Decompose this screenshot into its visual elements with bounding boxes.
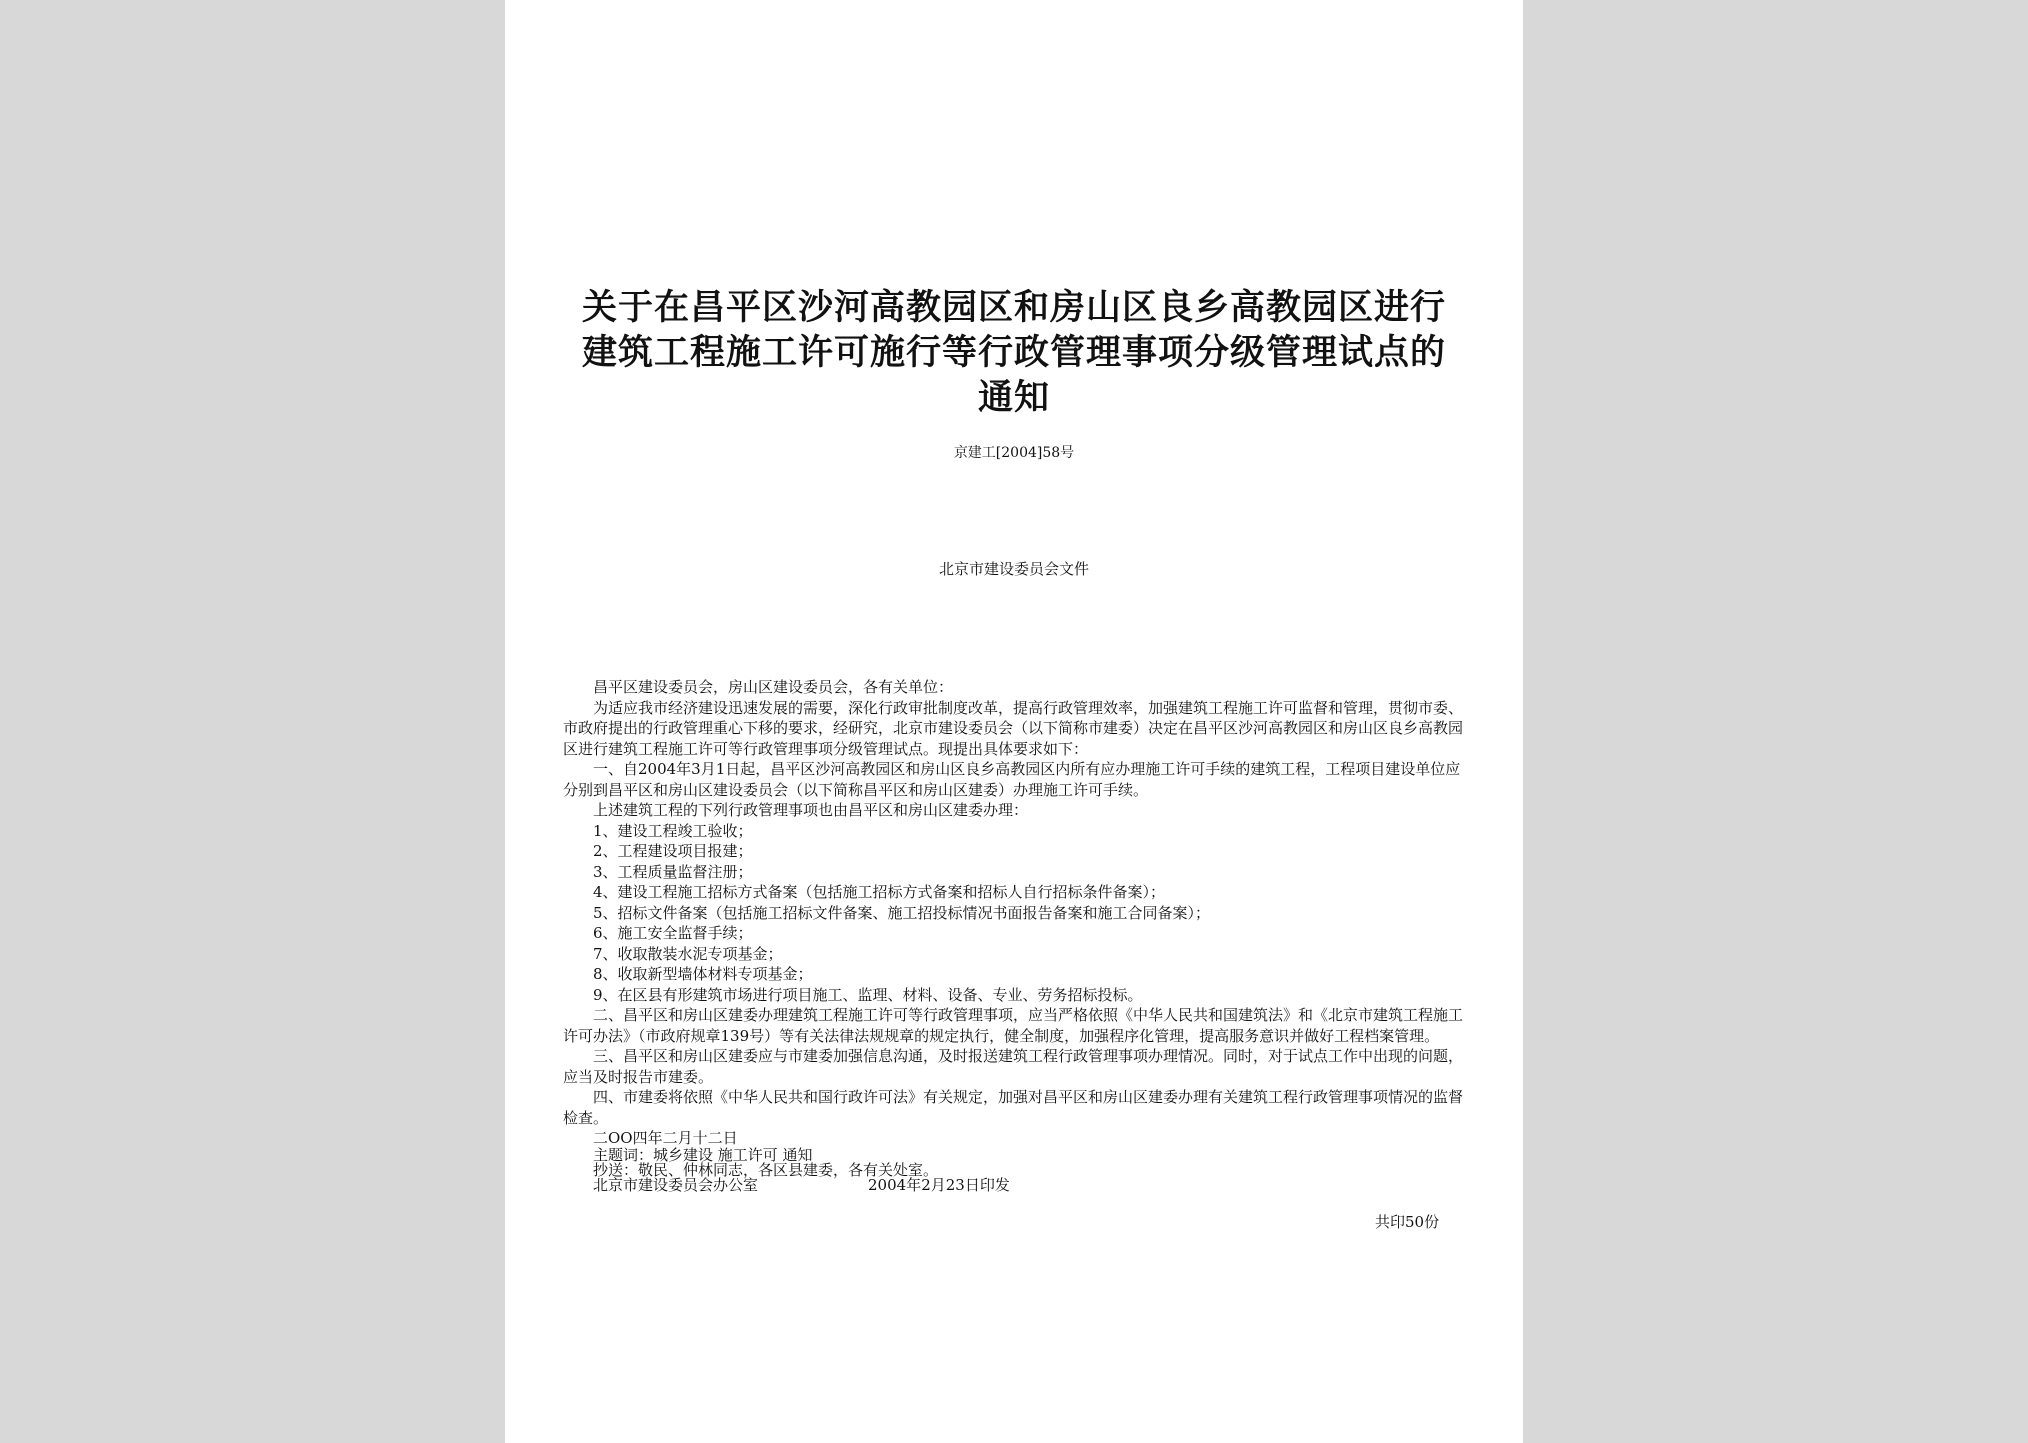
print-date: 2004年2月23日印发 [868, 1176, 1010, 1194]
document-page [505, 0, 1523, 1443]
document-number: 京建工[2004]58号 [953, 445, 1075, 461]
list-item: 2、工程建设项目报建； [593, 842, 753, 860]
section-2: 二、昌平区和房山区建委办理建筑工程施工许可等行政管理事项，应当严格依照《中华人民共和国建筑法》和《北京市建筑工程施工许可办法》（市政府规章139号）等有关法律法规规章的规定执行，健全制度，加强程序化管理，提高服务意识并做好工程档案管理。 [563, 1006, 1464, 1045]
cc-list: 抄送：敬民、仲林同志，各区县建委，各有关处室。 [593, 1161, 939, 1179]
document-date: 二OO四年二月十二日 [593, 1129, 738, 1147]
print-info [563, 1178, 1463, 1193]
intro-paragraph: 为适应我市经济建设迅速发展的需要，深化行政审批制度改革，提高行政管理效率，加强建筑工程施工许可监督和管理，贯彻市委、市政府提出的行政管理重心下移的要求，经研究，北京市建设委员会（以下简称市建委）决定在昌平区沙河高教园区和房山区良乡高教园区进行建筑工程施工许可等行政管理事项分级管理试点。现提出具体要求如下： [563, 698, 1464, 758]
section-1-continued: 上述建筑工程的下列行政管理事项也由昌平区和房山区建委办理： [593, 801, 1029, 819]
list-item: 1、建设工程竣工验收； [593, 821, 753, 840]
subject-words: 主题词：城乡建设 施工许可 通知 [593, 1146, 813, 1164]
document-title [545, 285, 1483, 420]
copies-count: 共印50份 [1375, 1213, 1440, 1231]
title-line-3: 通知 [977, 377, 1050, 418]
list-item: 8、收取新型墙体材料专项基金； [593, 965, 813, 983]
list-item: 7、收取散装水泥专项基金； [593, 944, 783, 963]
list-item: 9、在区县有形建筑市场进行项目施工、监理、材料、设备、专业、劳务招标投标。 [593, 985, 1143, 1004]
title-line-1: 关于在昌平区沙河高教园区和房山区良乡高教园区进行 [581, 287, 1446, 328]
list-item: 5、招标文件备案（包括施工招标文件备案、施工招投标情况书面报告备案和施工合同备案）； [593, 903, 1211, 922]
section-4: 四、市建委将依照《中华人民共和国行政许可法》有关规定，加强对昌平区和房山区建委办理有关建筑工程行政管理事项情况的监督检查。 [563, 1088, 1464, 1127]
list-item: 6、施工安全监督手续； [593, 924, 753, 942]
document-body [563, 677, 1463, 1193]
list-item: 3、工程质量监督注册； [593, 862, 753, 881]
issuing-office: 北京市建设委员会办公室 [593, 1176, 759, 1194]
title-line-2: 建筑工程施工许可施行等行政管理事项分级管理试点的 [581, 332, 1446, 373]
issuer: 北京市建设委员会文件 [938, 560, 1089, 578]
salutation: 昌平区建设委员会，房山区建设委员会，各有关单位： [593, 678, 954, 696]
list-item: 4、建设工程施工招标方式备案（包括施工招标方式备案和招标人自行招标条件备案）； [593, 883, 1166, 901]
section-1: 一、自2004年3月1日起，昌平区沙河高教园区和房山区良乡高教园区内所有应办理施工许可手续的建筑工程，工程项目建设单位应分别到昌平区和房山区建设委员会（以下简称昌平区和房山区建委）办理施工许可手续。 [563, 760, 1461, 799]
section-3: 三、昌平区和房山区建委应与市建委加强信息沟通，及时报送建筑工程行政管理事项办理情况。同时，对于试点工作中出现的问题，应当及时报告市建委。 [563, 1047, 1464, 1086]
